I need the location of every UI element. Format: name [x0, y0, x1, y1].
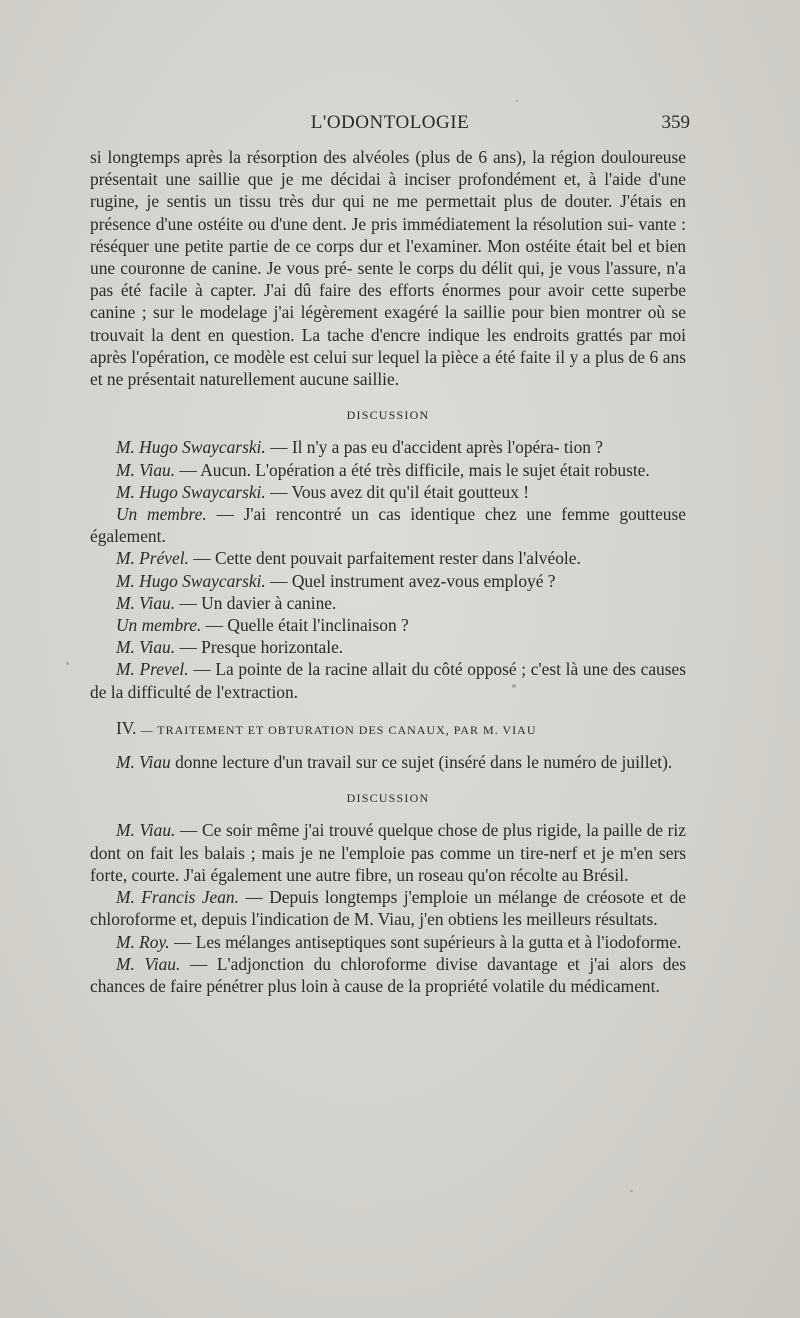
dialogue-entry [90, 614, 686, 636]
text-line: vante : réséquer une petite partie de ce corps dur et l'examiner. [90, 213, 686, 256]
entry-text-cont: obtiens les meilleurs résultats. [447, 909, 658, 930]
speaker-name: M. Viau. [116, 820, 176, 841]
dialogue-entry [90, 592, 686, 614]
paragraph-continuation [90, 146, 686, 390]
dialogue-entry [90, 503, 686, 547]
dialogue-entry [90, 658, 686, 702]
dialogue-entry [90, 886, 686, 930]
speaker-name: M. Viau. [116, 637, 176, 658]
text-line: naturellement aucune saillie. [199, 369, 400, 390]
section-heading [90, 717, 686, 741]
journal-title: L'ODONTOLOGIE [310, 112, 470, 133]
entry-text-cont: alors des chances de faire pénétrer plus loin à cause de la propriété [90, 953, 686, 996]
entry-text: — Un davier à canine. [175, 592, 337, 613]
text-line: canine ; sur le modelage j'ai légèrement exagéré la saillie pour bien [90, 302, 580, 323]
section-title: — TRAITEMENT ET OBTURATION DES CANAUX, PAR M. VIAU [136, 722, 537, 737]
section-number: IV. [116, 717, 137, 738]
speaker-name: M. Francis Jean. [116, 887, 239, 908]
text-line: Mon ostéite était bel et bien une couronne de canine. Je vous pré- [90, 235, 686, 279]
dialogue-entry [90, 636, 686, 658]
discussion-heading: DISCUSSION [346, 408, 430, 423]
text-line: ostéite ou d'une dent. Je pris immédiatement la résolution sui- [197, 213, 634, 234]
speaker-name: M. Prevel. [116, 659, 189, 680]
dialogue-entry [90, 931, 686, 953]
text-line: les endroits grattés par moi après l'opération, ce modèle est celui [90, 324, 686, 367]
text-line: capter. J'ai dû faire des efforts énormes pour avoir cette superbe [210, 280, 686, 301]
entry-text: — Presque horizontale. [175, 637, 344, 658]
entry-text: — J'ai rencontré un cas identique chez une femme [206, 504, 610, 525]
entry-text-cont: une autre fibre, un roseau qu'on récolte au Brésil. [286, 864, 629, 885]
speaker-name: M. Roy. [116, 931, 170, 952]
entry-text-cont: créosote et de chloroforme et, depuis l'indication de M. Viau, j'en [90, 887, 686, 930]
dialogue-entry [90, 570, 686, 592]
text-line: si longtemps après la résorption des alvéoles (plus de 6 ans), la [90, 147, 545, 167]
entry-text-cont: volatile du médicament. [492, 975, 660, 996]
dialogue-entry [90, 547, 686, 569]
speaker-name: M. Viau. [116, 592, 176, 613]
entry-text: — L'adjonction du chloroforme divise davantage et j'ai [180, 953, 610, 974]
entry-text-cont: goutteuse également. [90, 504, 686, 547]
entry-text: — Quel instrument avez-vous employé ? [265, 570, 556, 591]
speaker-name: Un membre. [116, 615, 202, 636]
entry-text-cont: une des causes de la difficulté de l'extraction. [90, 659, 686, 702]
text-line: région douloureuse présentait une saillie que je me décidai à inciser [90, 147, 686, 190]
dialogue-entry [90, 459, 686, 481]
entry-text: — Les mélanges antiseptiques sont supérieurs à la gutta [169, 931, 564, 952]
speaker-name: M. Viau. [116, 953, 181, 974]
text-line: profondément et, à l'aide d'une rugine, je sentis un tissu très dur [90, 169, 686, 212]
section-intro [90, 751, 686, 773]
speaker-name: Un membre. [116, 504, 207, 525]
entry-text: — Depuis longtemps j'emploie un mélange de [238, 887, 580, 908]
speaker-name: M. Hugo Swaycarski. [116, 570, 266, 591]
entry-text-cont: pas comme un tire-nerf et je m'en sers forte, courte. J'ai également [90, 842, 686, 885]
entry-text: donne lecture d'un travail sur ce sujet (inséré dans le [170, 752, 539, 773]
body-text [90, 146, 686, 997]
dialogue-entry [90, 436, 686, 458]
dialogue-entry [90, 819, 686, 886]
text-line: montrer où se trouvait la dent en question. La tache d'encre indique [90, 302, 686, 345]
entry-text: — Quelle était l'inclinaison ? [201, 615, 409, 636]
running-header [90, 112, 690, 142]
speaker-name: M. Hugo Swaycarski. [116, 481, 266, 502]
speaker-name: M. Viau [116, 752, 171, 773]
page-number: 359 [661, 112, 690, 133]
entry-text-cont: était robuste. [559, 459, 650, 480]
discussion-heading: DISCUSSION [346, 791, 430, 806]
dialogue-entry [90, 481, 686, 503]
entry-text: — Cette dent pouvait parfaitement rester dans l'alvéole. [188, 548, 581, 569]
entry-text: — Vous avez dit qu'il était goutteux ! [265, 481, 530, 502]
text-line: sente le corps du délit qui, je vous l'assure, n'a pas été facile à [90, 258, 686, 301]
speaker-name: M. Viau. [116, 459, 176, 480]
entry-text: — La pointe de la racine allait du côté opposé ; c'est là [188, 659, 579, 680]
text-line: sur lequel la pièce a été faite il y a plus de 6 ans et ne présentait [90, 346, 686, 390]
entry-text-cont: numéro de juillet). [543, 752, 673, 773]
speaker-name: M. Prével. [116, 548, 189, 569]
entry-text: — Aucun. L'opération a été très difficile, mais le sujet [175, 459, 556, 480]
entry-text-cont: rigide, la paille de riz dont on fait les balais ; mais je ne l'emploie [90, 820, 686, 863]
dialogue-entry [90, 953, 686, 997]
entry-text-cont: et à l'iodoforme. [567, 931, 682, 952]
text-line: qui ne me permettait plus de douter. J'étais en présence d'une [90, 191, 686, 234]
speaker-name: M. Hugo Swaycarski. [116, 437, 266, 458]
entry-text-cont: tion ? [563, 437, 604, 458]
entry-text: — Il n'y a pas eu d'accident après l'opéra- [265, 437, 560, 458]
entry-text: — Ce soir même j'ai trouvé quelque chose de plus [175, 820, 532, 841]
